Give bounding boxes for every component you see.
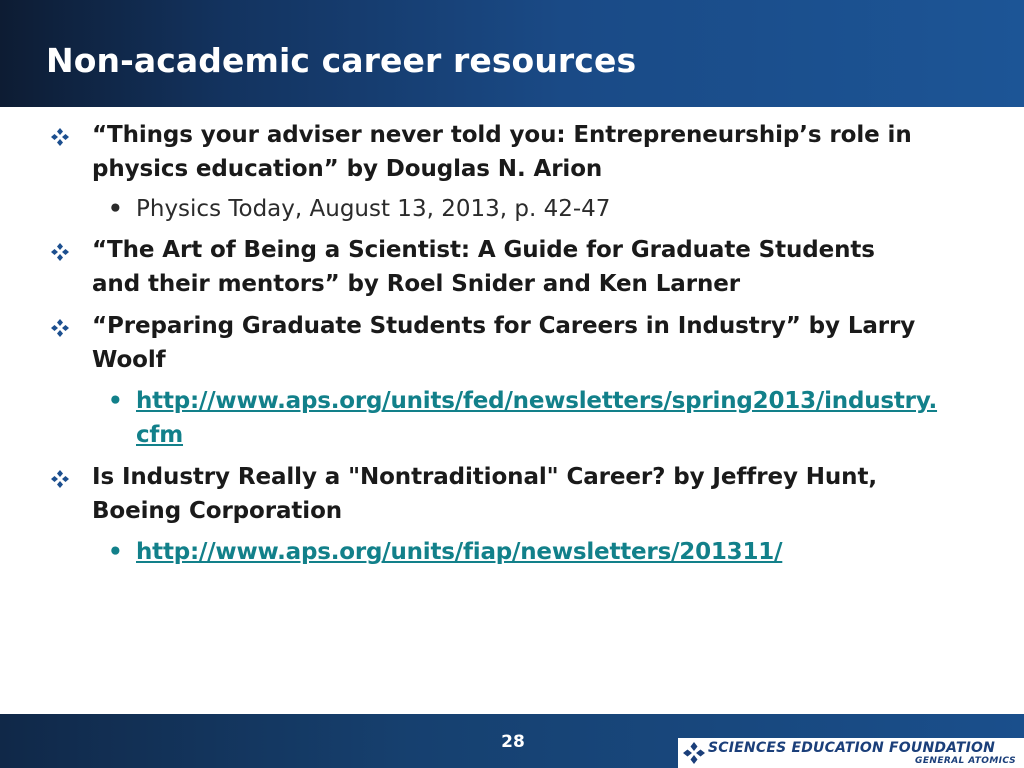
slide-title: Non-academic career resources [46,41,637,80]
logo-wordmark: SCIENCES EDUCATION FOUNDATION [708,740,996,756]
resource-item [50,460,930,528]
resource-detail [108,384,948,452]
resource-detail [108,192,948,226]
resource-citation: Physics Today, August 13, 2013, p. 42-47 [136,196,611,222]
resource-item [50,309,930,377]
sub-bullet: • [108,388,123,414]
logo-subtitle: GENERAL ATOMICS [915,756,1016,766]
page-number: 28 [501,732,525,752]
resource-detail [108,535,948,569]
four-diamond-bullet-icon [50,127,70,147]
resource-link[interactable]: http://www.aps.org/units/fed/newsletters/spring2013/industry.cfm [136,388,938,448]
four-diamond-bullet-icon [50,318,70,338]
sub-bullet: • [108,196,123,222]
resource-title: “Preparing Graduate Students for Careers in Industry” by Larry Woolf [92,313,916,373]
resource-item [50,118,930,186]
resource-link[interactable]: http://www.aps.org/units/fiap/newsletters/201311/ [136,539,783,565]
resource-title: Is Industry Really a "Nontraditional" Career? by Jeffrey Hunt, Boeing Corporation [92,464,877,524]
resource-item [50,233,930,301]
resource-title: “The Art of Being a Scientist: A Guide for Graduate Students and their mentors” by Roel Snider and Ken Larner [92,237,875,297]
four-diamond-bullet-icon [50,242,70,262]
four-diamond-logo-icon [682,741,706,765]
sub-bullet: • [108,539,123,565]
resource-title: “Things your adviser never told you: Entrepreneurship’s role in physics education” by Douglas N. Arion [92,122,912,182]
four-diamond-bullet-icon [50,469,70,489]
foundation-logo [678,738,1024,768]
